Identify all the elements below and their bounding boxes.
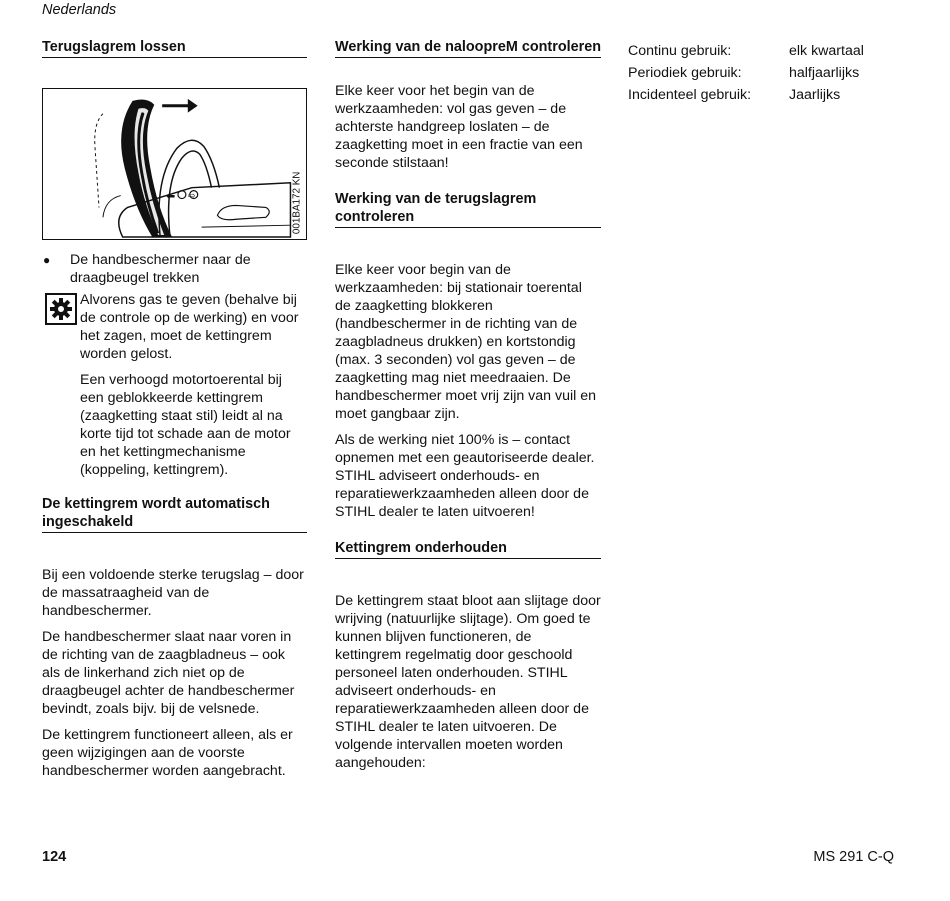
section-title-terugslagrem-lossen: Terugslagrem lossen (42, 38, 307, 58)
interval-value: Jaarlijks (789, 87, 841, 103)
interval-value: halfjaarlijks (789, 65, 860, 81)
section-title-kettingrem-automatisch: De kettingrem wordt automatisch ingeschakeld (42, 495, 307, 533)
column-3 (628, 38, 898, 108)
header-language: Nederlands (42, 2, 117, 18)
paragraph: De kettingrem staat bloot aan slijtage door wrijving (natuurlijke slijtage). Om goed te kunnen blijven functioneren, de kettingrem regelmatig door geschoold personeel laten onderhouden. STIHL adviseert onderhouds- en reparatiewerkzaamheden alleen door de STIHL dealer te laten uitvoeren. De volgende intervallen moeten worden aangehouden: (335, 593, 601, 771)
section-title-terugslagrem-controleren: Werking van de terugslagrem controleren (335, 190, 601, 228)
bullet-icon: ● (43, 253, 51, 267)
table-row (628, 86, 864, 108)
page-number: 124 (42, 849, 67, 865)
table-row (628, 42, 864, 64)
note-text: Alvorens gas te geven (behalve bij de controle op de werking) en voor het zagen, moet de kettingrem worden gelost. (80, 292, 299, 362)
interval-label: Periodiek gebruik: (628, 65, 742, 81)
paragraph: Elke keer voor begin van de werkzaamheden: bij stationair toerental de zaagketting blokkeren (handbeschermer in de richting van de zaagbladneus drukken) en kortstondig (max. 3 seconden) vol gas geven – de zaagketting mag niet meedraaien. De handbeschermer moet vrij zijn van vuil en moet gangbaar zijn. (335, 262, 597, 422)
paragraph: Bij een voldoende sterke terugslag – door de massatraagheid van de handbeschermer. (42, 567, 304, 619)
interval-value: elk kwartaal (789, 43, 864, 59)
paragraph: De handbeschermer slaat naar voren in de richting van de zaagbladneus – ook als de linkerhand zich niet op de draagbeugel achter de handbeschermer bevindt, zoals bijv. bij de velsnede. (42, 629, 295, 717)
list-item (42, 251, 307, 287)
paragraph: Als de werking niet 100% is – contact opnemen met een geautoriseerde dealer. STIHL adviseert onderhouds- en reparatiewerkzaamheden alleen door de STIHL dealer te laten uitvoeren! (335, 432, 595, 520)
maintenance-note (42, 291, 307, 371)
section-title-kettingrem-onderhouden: Kettingrem onderhouden (335, 539, 601, 559)
column-1 (42, 38, 307, 780)
paragraph: De kettingrem functioneert alleen, als er geen wijzigingen aan de voorste handbeschermer worden aangebracht. (42, 727, 293, 779)
model-name: MS 291 C-Q (813, 849, 894, 865)
figure-code: 001BA172 KN (291, 171, 303, 235)
bullet-text: De handbeschermer naar de draagbeugel trekken (70, 252, 251, 286)
chainsaw-handguard-drawing (43, 89, 306, 239)
section-title-nalooprem: Werking van de naloopreM controleren (335, 38, 601, 58)
interval-label: Incidenteel gebruik: (628, 87, 752, 103)
paragraph: Elke keer voor het begin van de werkzaamheden: vol gas geven – de achterste handgreep loslaten – de zaagketting moet in een fractie van een seconde stilstaan! (335, 83, 583, 171)
column-2 (335, 38, 601, 772)
gear-icon (45, 293, 77, 325)
note-text-2: Een verhoogd motortoerental bij een geblokkeerde kettingrem (zaagketting staat stil) leidt al na korte tijd tot schade aan de motor en het kettingmechanisme (koppeling, kettingrem). (80, 372, 291, 478)
svg-text:⬅: ⬅ (166, 189, 176, 203)
svg-text:⇨: ⇨ (187, 191, 196, 202)
table-row (628, 64, 864, 86)
interval-label: Continu gebruik: (628, 43, 732, 59)
chain-brake-illustration (42, 88, 307, 240)
maintenance-intervals-table (628, 42, 864, 108)
